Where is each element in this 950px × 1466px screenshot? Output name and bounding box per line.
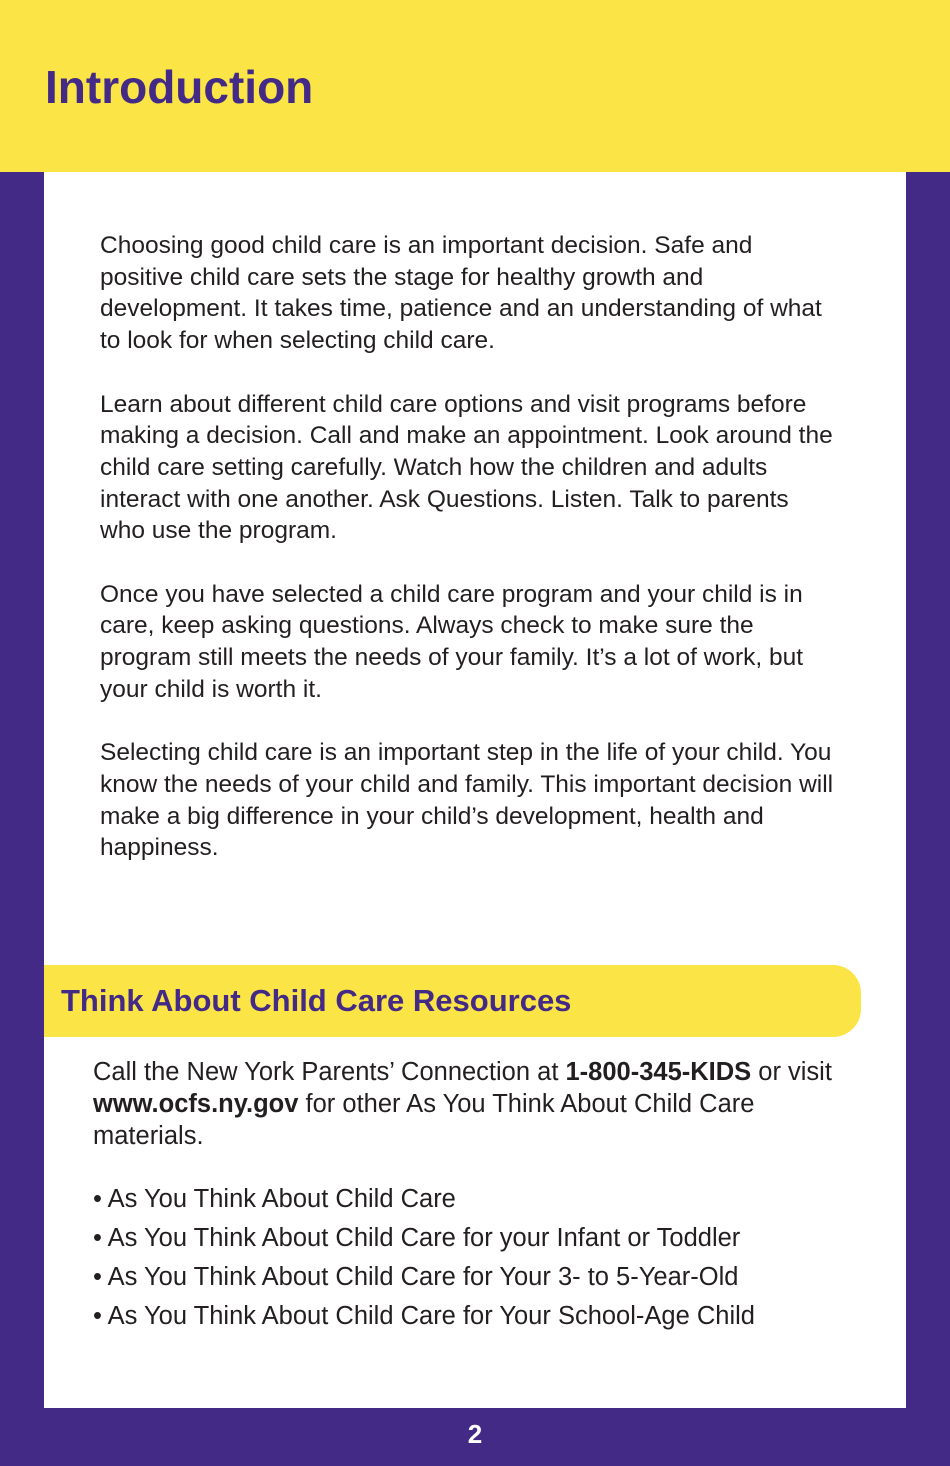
phone-number: 1-800-345-KIDS [565, 1058, 752, 1086]
materials-list-item: • As You Think About Child Care for your Infant or Toddler [93, 1224, 741, 1253]
intro-paragraph: Learn about different child care options and visit programs before making a decision. Call and make an appointment. Look around the child care setting carefully. Watch how the children and adults interact with one another. Ask Questions. Listen. Talk to parents who use the program. [100, 390, 833, 545]
materials-list-item: • As You Think About Child Care [93, 1185, 456, 1214]
materials-list-item: • As You Think About Child Care for Your School-Age Child [93, 1301, 755, 1330]
intro-paragraph: Once you have selected a child care program and your child is in care, keep asking questions. Always check to make sure the program still meets the needs of your family. It’s a lot of work, but your child is worth it. [100, 580, 804, 703]
materials-list [93, 1183, 863, 1331]
resources-heading: Think About Child Care Resources [61, 983, 572, 1018]
page-number: 2 [467, 1419, 483, 1449]
intro-paragraph: Selecting child care is an important step in the life of your child. You know the needs of your child and family. This important decision will make a big difference in your child’s development, health and happiness. [100, 739, 834, 862]
page-title: Introduction [45, 61, 314, 113]
website-link[interactable]: www.ocfs.ny.gov [93, 1089, 299, 1118]
contact-text-start: Call the New York Parents’ Connection at [93, 1058, 566, 1086]
intro-paragraph: Choosing good child care is an important decision. Safe and positive child care sets the stage for healthy growth and development. It takes time, patience and an understanding of what to look for when selecting child care. [100, 232, 822, 355]
intro-section [100, 230, 835, 896]
resources-contact-text [93, 1057, 863, 1152]
contact-text-end: for other As You Think About Child Care materials. [93, 1089, 755, 1150]
resources-section [93, 1057, 863, 1339]
contact-text-middle: or visit [751, 1058, 832, 1086]
materials-list-item: • As You Think About Child Care for Your 3- to 5-Year-Old [93, 1262, 739, 1291]
